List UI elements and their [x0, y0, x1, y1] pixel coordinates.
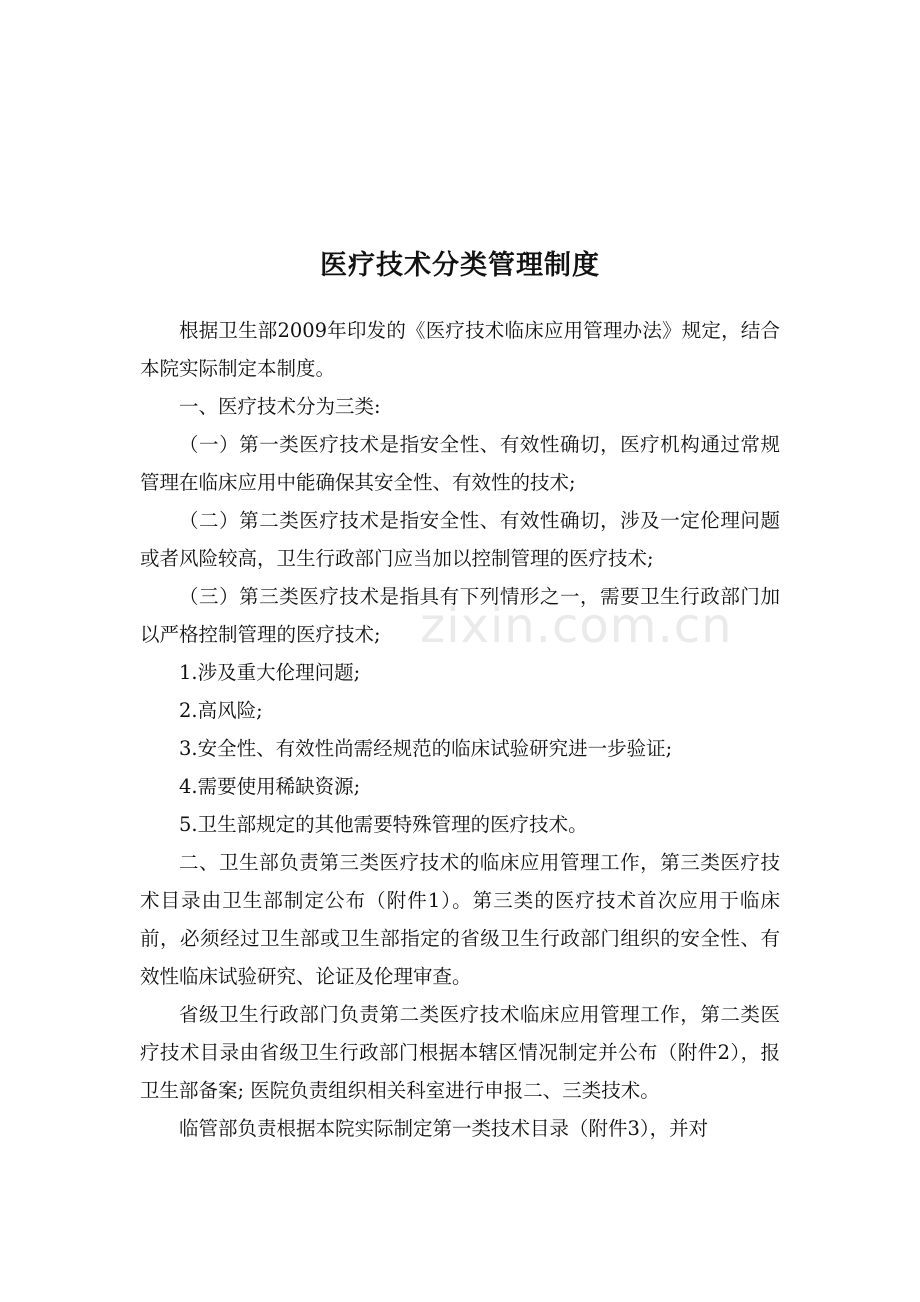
list-item-1: 1.涉及重大伦理问题;: [179, 661, 361, 684]
paragraph-class-two: （二）第二类医疗技术是指安全性、有效性确切，涉及一定伦理问题或者风险较高，卫生行政部门应当加以控制管理的医疗技术;: [140, 509, 780, 570]
paragraph-clinical-dept: 临管部负责根据本院实际制定第一类技术目录（附件3），并对: [179, 1117, 709, 1140]
paragraph-intro: 根据卫生部2009年印发的《医疗技术临床应用管理办法》规定，结合本院实际制定本制度。: [140, 319, 780, 380]
paragraph-section-one: 一、医疗技术分为三类:: [179, 395, 381, 418]
document-body: [140, 312, 780, 1148]
list-item-5: 5.卫生部规定的其他需要特殊管理的医疗技术。: [179, 813, 588, 836]
paragraph-class-one: （一）第一类医疗技术是指安全性、有效性确切，医疗机构通过常规管理在临床应用中能确保其安全性、有效性的技术;: [140, 433, 780, 494]
list-item-2: 2.高风险;: [179, 699, 263, 722]
paragraph-class-three: （三）第三类医疗技术是指具有下列情形之一，需要卫生行政部门加以严格控制管理的医疗技术;: [140, 585, 780, 646]
watermark: zixin.com.cn: [420, 598, 733, 654]
document-title: 医疗技术分类管理制度: [320, 250, 600, 281]
list-item-3: 3.安全性、有效性尚需经规范的临床试验研究进一步验证;: [179, 737, 673, 760]
list-item-4: 4.需要使用稀缺资源;: [179, 775, 361, 798]
paragraph-provincial: 省级卫生行政部门负责第二类医疗技术临床应用管理工作，第二类医疗技术目录由省级卫生行政部门根据本辖区情况制定并公布（附件2），报卫生部备案; 医院负责组织相关科室进行申报二、三类技术。: [140, 1003, 780, 1102]
paragraph-section-two: 二、卫生部负责第三类医疗技术的临床应用管理工作，第三类医疗技术目录由卫生部制定公布（附件1）。第三类的医疗技术首次应用于临床前，必须经过卫生部或卫生部指定的省级卫生行政部门组织的安全性、有效性临床试验研究、论证及伦理审查。: [140, 851, 780, 988]
